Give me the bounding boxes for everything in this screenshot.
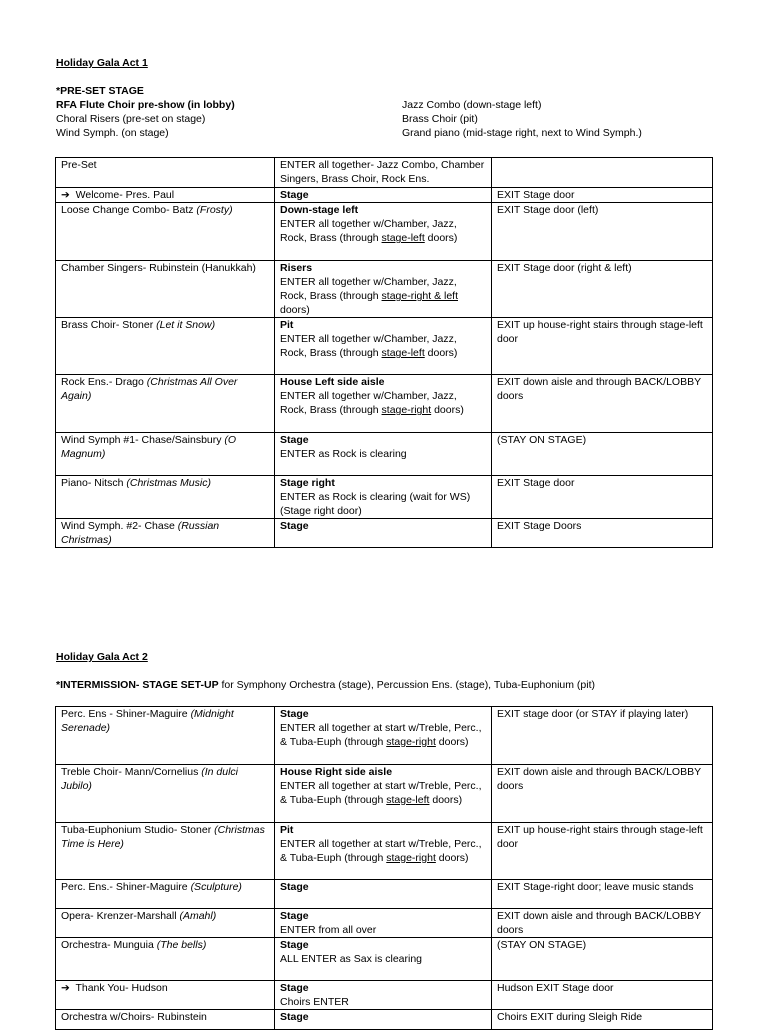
act-cell: Treble Choir- Mann/Cornelius (In dulci Jubilo) bbox=[56, 765, 275, 823]
entry-cell: ENTER all together- Jazz Combo, Chamber Singers, Brass Choir, Rock Ens. bbox=[275, 158, 492, 188]
table-row bbox=[56, 318, 713, 375]
table-row bbox=[56, 158, 713, 188]
preset-right-item: Grand piano (mid-stage right, next to Wind Symph.) bbox=[402, 127, 642, 139]
exit-cell: EXIT down aisle and through BACK/LOBBY doors bbox=[492, 375, 713, 433]
act1-preset-block bbox=[56, 84, 736, 140]
table-row bbox=[56, 476, 713, 519]
entry-cell: Stage Choirs ENTER bbox=[275, 981, 492, 1010]
preset-left-item: Choral Risers (pre-set on stage) bbox=[56, 113, 206, 125]
table-row bbox=[56, 909, 713, 938]
preset-right-item: Brass Choir (pit) bbox=[402, 113, 478, 125]
entry-cell: Stage bbox=[275, 880, 492, 909]
arrow-right-icon: ➔ bbox=[61, 982, 70, 994]
table-row bbox=[56, 981, 713, 1010]
exit-cell: EXIT Stage door bbox=[492, 188, 713, 203]
table-row bbox=[56, 880, 713, 909]
entry-cell: Stage ENTER as Rock is clearing bbox=[275, 433, 492, 476]
entry-cell: Pit ENTER all together w/Chamber, Jazz, Rock, Brass (through stage-left doors) bbox=[275, 318, 492, 375]
entry-cell: Stage right ENTER as Rock is clearing (wait for WS) (Stage right door) bbox=[275, 476, 492, 519]
act-cell: Opera- Krenzer-Marshall (Amahl) bbox=[56, 909, 275, 938]
preset-right-item: Jazz Combo (down-stage left) bbox=[402, 99, 542, 111]
exit-cell: EXIT Stage Doors bbox=[492, 519, 713, 548]
exit-cell: Choirs EXIT during Sleigh Ride bbox=[492, 1010, 713, 1030]
entry-cell: Risers ENTER all together w/Chamber, Jazz, Rock, Brass (through stage-right & left doors) bbox=[275, 261, 492, 318]
exit-cell: (STAY ON STAGE) bbox=[492, 433, 713, 476]
exit-cell: EXIT Stage-right door; leave music stands bbox=[492, 880, 713, 909]
entry-cell: Down-stage left ENTER all together w/Chamber, Jazz, Rock, Brass (through stage-left doors) bbox=[275, 203, 492, 261]
act-cell: Tuba-Euphonium Studio- Stoner (Christmas Time is Here) bbox=[56, 823, 275, 880]
act-cell: Brass Choir- Stoner (Let it Snow) bbox=[56, 318, 275, 375]
exit-cell: EXIT Stage door (right & left) bbox=[492, 261, 713, 318]
exit-cell: (STAY ON STAGE) bbox=[492, 938, 713, 981]
table-row bbox=[56, 261, 713, 318]
act-cell: Perc. Ens - Shiner-Maguire (Midnight Serenade) bbox=[56, 707, 275, 765]
table-row bbox=[56, 188, 713, 203]
table-row bbox=[56, 375, 713, 433]
act-cell: Wind Symph #1- Chase/Sainsbury (O Magnum) bbox=[56, 433, 275, 476]
exit-cell: EXIT up house-right stairs through stage-left door bbox=[492, 823, 713, 880]
preset-left-item: RFA Flute Choir pre-show (in lobby) bbox=[56, 99, 235, 111]
exit-cell: EXIT Stage door bbox=[492, 476, 713, 519]
entry-cell: Pit ENTER all together at start w/Treble, Perc., & Tuba-Euph (through stage-right doors) bbox=[275, 823, 492, 880]
act-cell: Wind Symph. #2- Chase (Russian Christmas) bbox=[56, 519, 275, 548]
preset-left-item: Wind Symph. (on stage) bbox=[56, 127, 169, 139]
act-cell: Orchestra w/Choirs- Rubinstein bbox=[56, 1010, 275, 1030]
entry-cell: Stage ENTER all together at start w/Treble, Perc., & Tuba-Euph (through stage-right doors) bbox=[275, 707, 492, 765]
table-row bbox=[56, 823, 713, 880]
exit-cell: EXIT stage door (or STAY if playing later) bbox=[492, 707, 713, 765]
exit-cell bbox=[492, 158, 713, 188]
intermission-note: *INTERMISSION- STAGE SET-UP for Symphony Orchestra (stage), Percussion Ens. (stage), Tuba-Euphonium (pit) bbox=[56, 679, 595, 691]
table-row bbox=[56, 203, 713, 261]
entry-cell: Stage ALL ENTER as Sax is clearing bbox=[275, 938, 492, 981]
table-row bbox=[56, 765, 713, 823]
arrow-right-icon: ➔ bbox=[61, 189, 70, 201]
entry-cell: Stage bbox=[275, 188, 492, 203]
exit-cell: EXIT down aisle and through BACK/LOBBY doors bbox=[492, 909, 713, 938]
exit-cell: EXIT Stage door (left) bbox=[492, 203, 713, 261]
table-row bbox=[56, 1010, 713, 1030]
exit-cell: Hudson EXIT Stage door bbox=[492, 981, 713, 1010]
act1-schedule-table bbox=[55, 157, 713, 548]
entry-cell: House Right side aisle ENTER all together at start w/Treble, Perc., & Tuba-Euph (through stage-left doors) bbox=[275, 765, 492, 823]
act2-title: Holiday Gala Act 2 bbox=[56, 651, 148, 663]
act-cell: Chamber Singers- Rubinstein (Hanukkah) bbox=[56, 261, 275, 318]
act-cell: ➔ Welcome- Pres. Paul bbox=[56, 188, 275, 203]
exit-cell: EXIT down aisle and through BACK/LOBBY doors bbox=[492, 765, 713, 823]
act-cell: Pre-Set bbox=[56, 158, 275, 188]
act-cell: Loose Change Combo- Batz (Frosty) bbox=[56, 203, 275, 261]
entry-cell: House Left side aisle ENTER all together w/Chamber, Jazz, Rock, Brass (through stage-right doors) bbox=[275, 375, 492, 433]
act2-schedule-table bbox=[55, 706, 713, 1030]
act-cell: Piano- Nitsch (Christmas Music) bbox=[56, 476, 275, 519]
entry-cell: Stage ENTER from all over bbox=[275, 909, 492, 938]
act-cell: Rock Ens.- Drago (Christmas All Over Again) bbox=[56, 375, 275, 433]
act-cell: ➔ Thank You- Hudson bbox=[56, 981, 275, 1010]
entry-cell: Stage bbox=[275, 1010, 492, 1030]
table-row bbox=[56, 433, 713, 476]
act1-title: Holiday Gala Act 1 bbox=[56, 57, 148, 69]
exit-cell: EXIT up house-right stairs through stage-left door bbox=[492, 318, 713, 375]
table-row bbox=[56, 707, 713, 765]
table-row bbox=[56, 519, 713, 548]
table-row bbox=[56, 938, 713, 981]
preset-heading: *PRE-SET STAGE bbox=[56, 85, 144, 97]
entry-cell: Stage bbox=[275, 519, 492, 548]
act-cell: Perc. Ens.- Shiner-Maguire (Sculpture) bbox=[56, 880, 275, 909]
act-cell: Orchestra- Munguia (The bells) bbox=[56, 938, 275, 981]
